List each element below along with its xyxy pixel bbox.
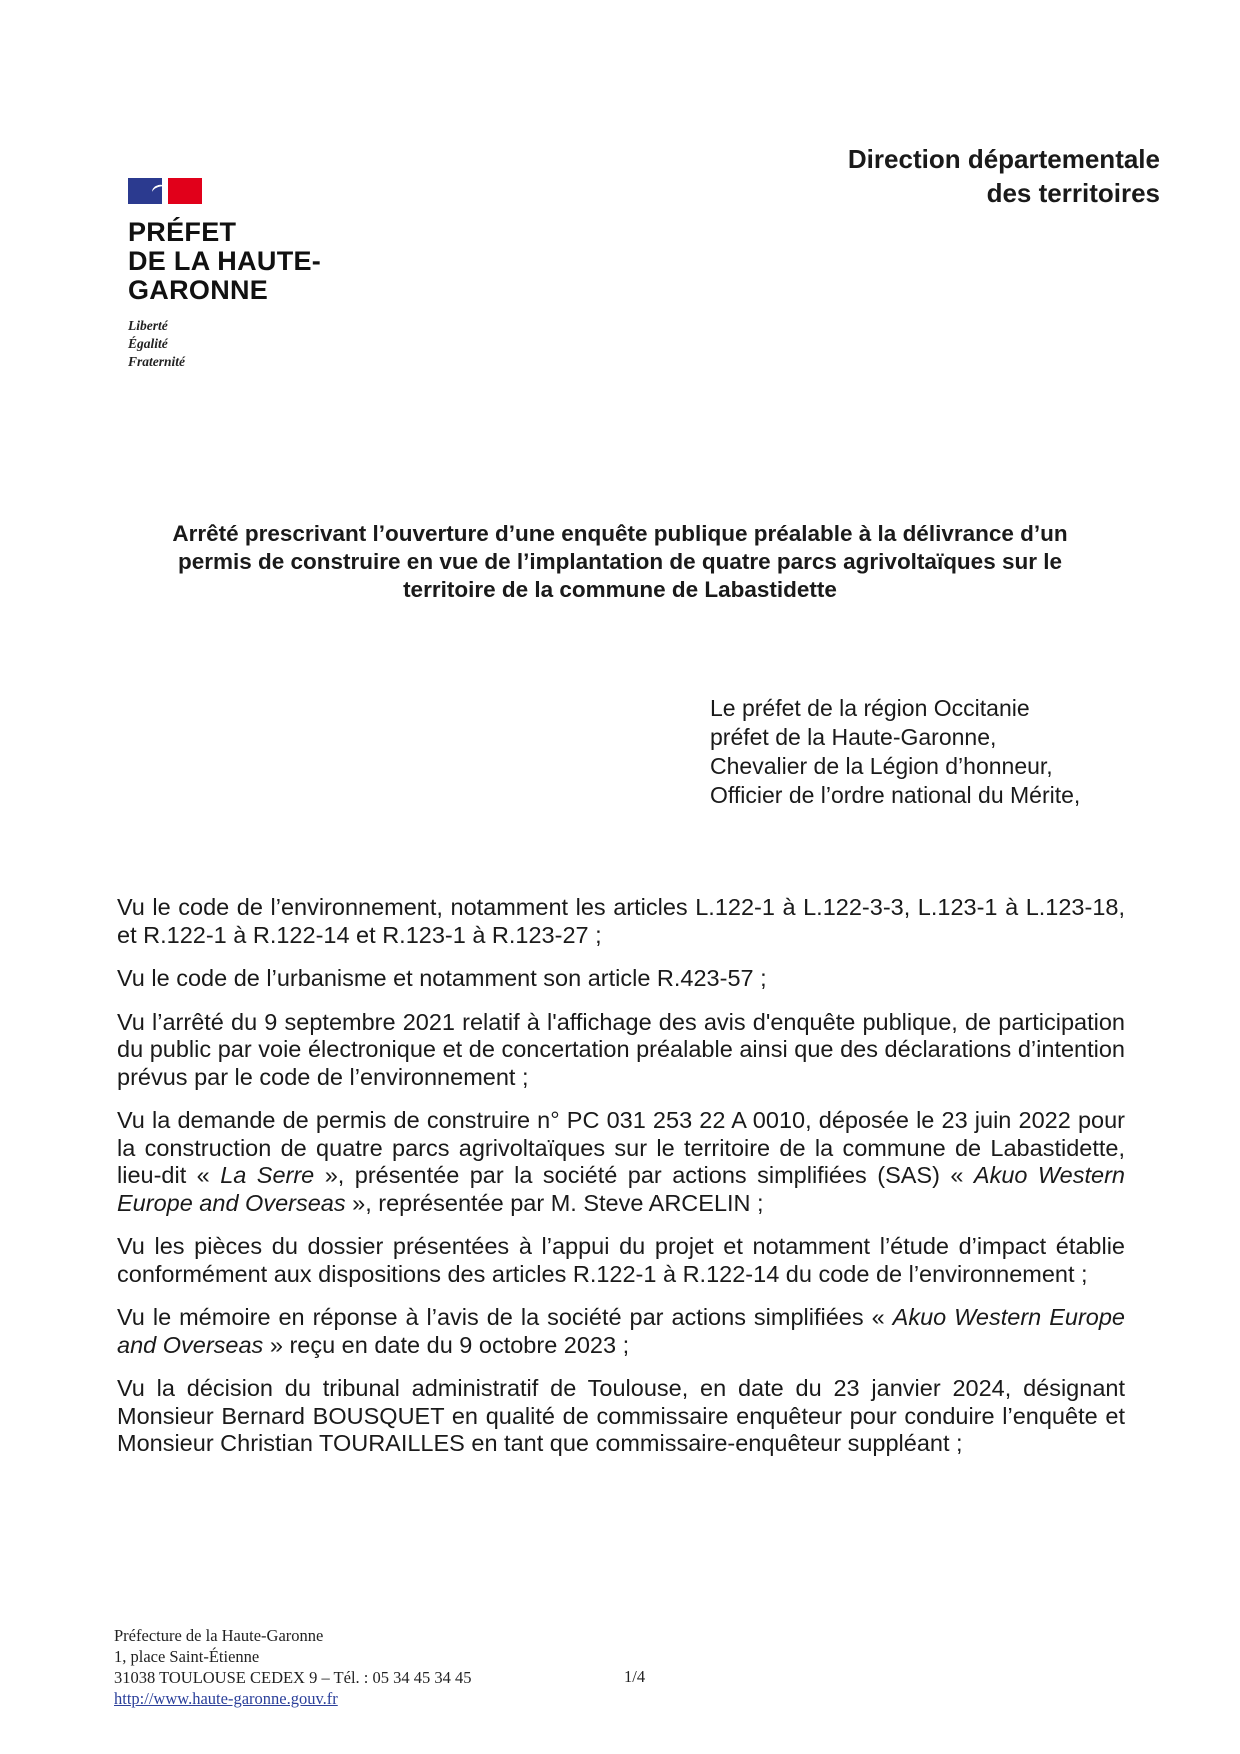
authority-block	[710, 694, 1080, 810]
motto-liberte: Liberté	[128, 318, 168, 333]
italic-span: La Serre	[220, 1162, 315, 1188]
recital-environment-code: Vu le code de l’environnement, notamment les articles L.122-1 à L.122-3-3, L.123-1 à L.123-18, et R.122-1 à R.122-14 et R.123-1 à R.123-27 ;	[117, 894, 1125, 948]
text-span: » reçu en date du 9 octobre 2023 ;	[263, 1331, 630, 1358]
recital-arrete-2021: Vu l’arrêté du 9 septembre 2021 relatif à l'affichage des avis d'enquête publique, de participation du public par voie électronique et de concertation préalable ainsi que des déclarations d’intention prévus par le code de l’environnement ;	[117, 1008, 1125, 1090]
title-line-3: territoire de la commune de Labastidette	[403, 577, 837, 602]
republic-motto	[128, 317, 321, 371]
direction-line-1: Direction départementale	[847, 144, 1160, 174]
footer-line-3: 31038 TOULOUSE CEDEX 9 – Tél. : 05 34 45 34 45	[114, 1668, 472, 1687]
text-span: Vu le mémoire en réponse à l’avis de la société par actions simplifiées «	[117, 1304, 893, 1330]
page-number: 1/4	[624, 1667, 646, 1686]
text-span: Vu la demande de permis de construire n° PC 031 253 22 A 0010, déposée le 23 juin 2022 pour la construction de quatre parcs agrivoltaïques sur le territoire de la commune de Labastidette, lieu-dit «	[117, 1107, 1125, 1188]
logo-line-2: DE LA HAUTE-	[128, 246, 322, 276]
recital-urbanism-code: Vu le code de l’urbanisme et notamment son article R.423-57 ;	[117, 965, 767, 991]
italic-span: Akuo Western Europe and Overseas	[117, 1304, 1125, 1358]
italic-span: Akuo Western Europe and Overseas	[117, 1162, 1125, 1216]
authority-line-3: Chevalier de la Légion d’honneur,	[710, 753, 1053, 779]
footer-website-link[interactable]: http://www.haute-garonne.gouv.fr	[114, 1689, 338, 1708]
direction-line-2: des territoires	[986, 178, 1160, 208]
document-body	[117, 894, 1125, 1474]
authority-line-4: Officier de l’ordre national du Mérite,	[710, 782, 1081, 808]
title-line-2: permis de construire en vue de l’implantation de quatre parcs agrivoltaïques sur le	[177, 549, 1062, 574]
authority-line-1: Le préfet de la région Occitanie	[710, 695, 1030, 721]
logo-line-3: GARONNE	[128, 275, 269, 305]
text-span: », représentée par M. Steve ARCELIN ;	[345, 1189, 764, 1216]
prefecture-logo	[128, 178, 321, 371]
marianne-flag-icon	[128, 178, 202, 204]
recital-permit-request	[117, 1107, 1125, 1217]
footer-line-1: Préfecture de la Haute-Garonne	[114, 1626, 324, 1645]
recital-memoire	[117, 1304, 1125, 1359]
authority-line-2: préfet de la Haute-Garonne,	[710, 724, 997, 750]
logo-line-1: PRÉFET	[128, 217, 237, 247]
text-span: », présentée par la société par actions simplifiées (SAS) «	[314, 1162, 974, 1188]
footer-address	[114, 1625, 472, 1709]
recital-dossier: Vu les pièces du dossier présentées à l’appui du projet et notamment l’étude d’impact établie conformément aux dispositions des articles R.122-1 à R.122-14 du code de l’environnement ;	[117, 1233, 1125, 1287]
recital-tribunal: Vu la décision du tribunal administratif de Toulouse, en date du 23 janvier 2024, désignant Monsieur Bernard BOUSQUET en qualité de commissaire enquêteur pour conduire l’enquête et Monsieur Christian TOURAILLES en tant que commissaire-enquêteur suppléant ;	[117, 1375, 1125, 1456]
title-line-1: Arrêté prescrivant l’ouverture d’une enquête publique préalable à la délivrance d’un	[172, 521, 1068, 546]
motto-fraternite: Fraternité	[128, 354, 186, 369]
motto-egalite: Égalité	[128, 336, 168, 351]
document-title	[110, 520, 1130, 604]
footer-line-2: 1, place Saint-Étienne	[114, 1647, 260, 1666]
direction-heading	[848, 142, 1160, 210]
